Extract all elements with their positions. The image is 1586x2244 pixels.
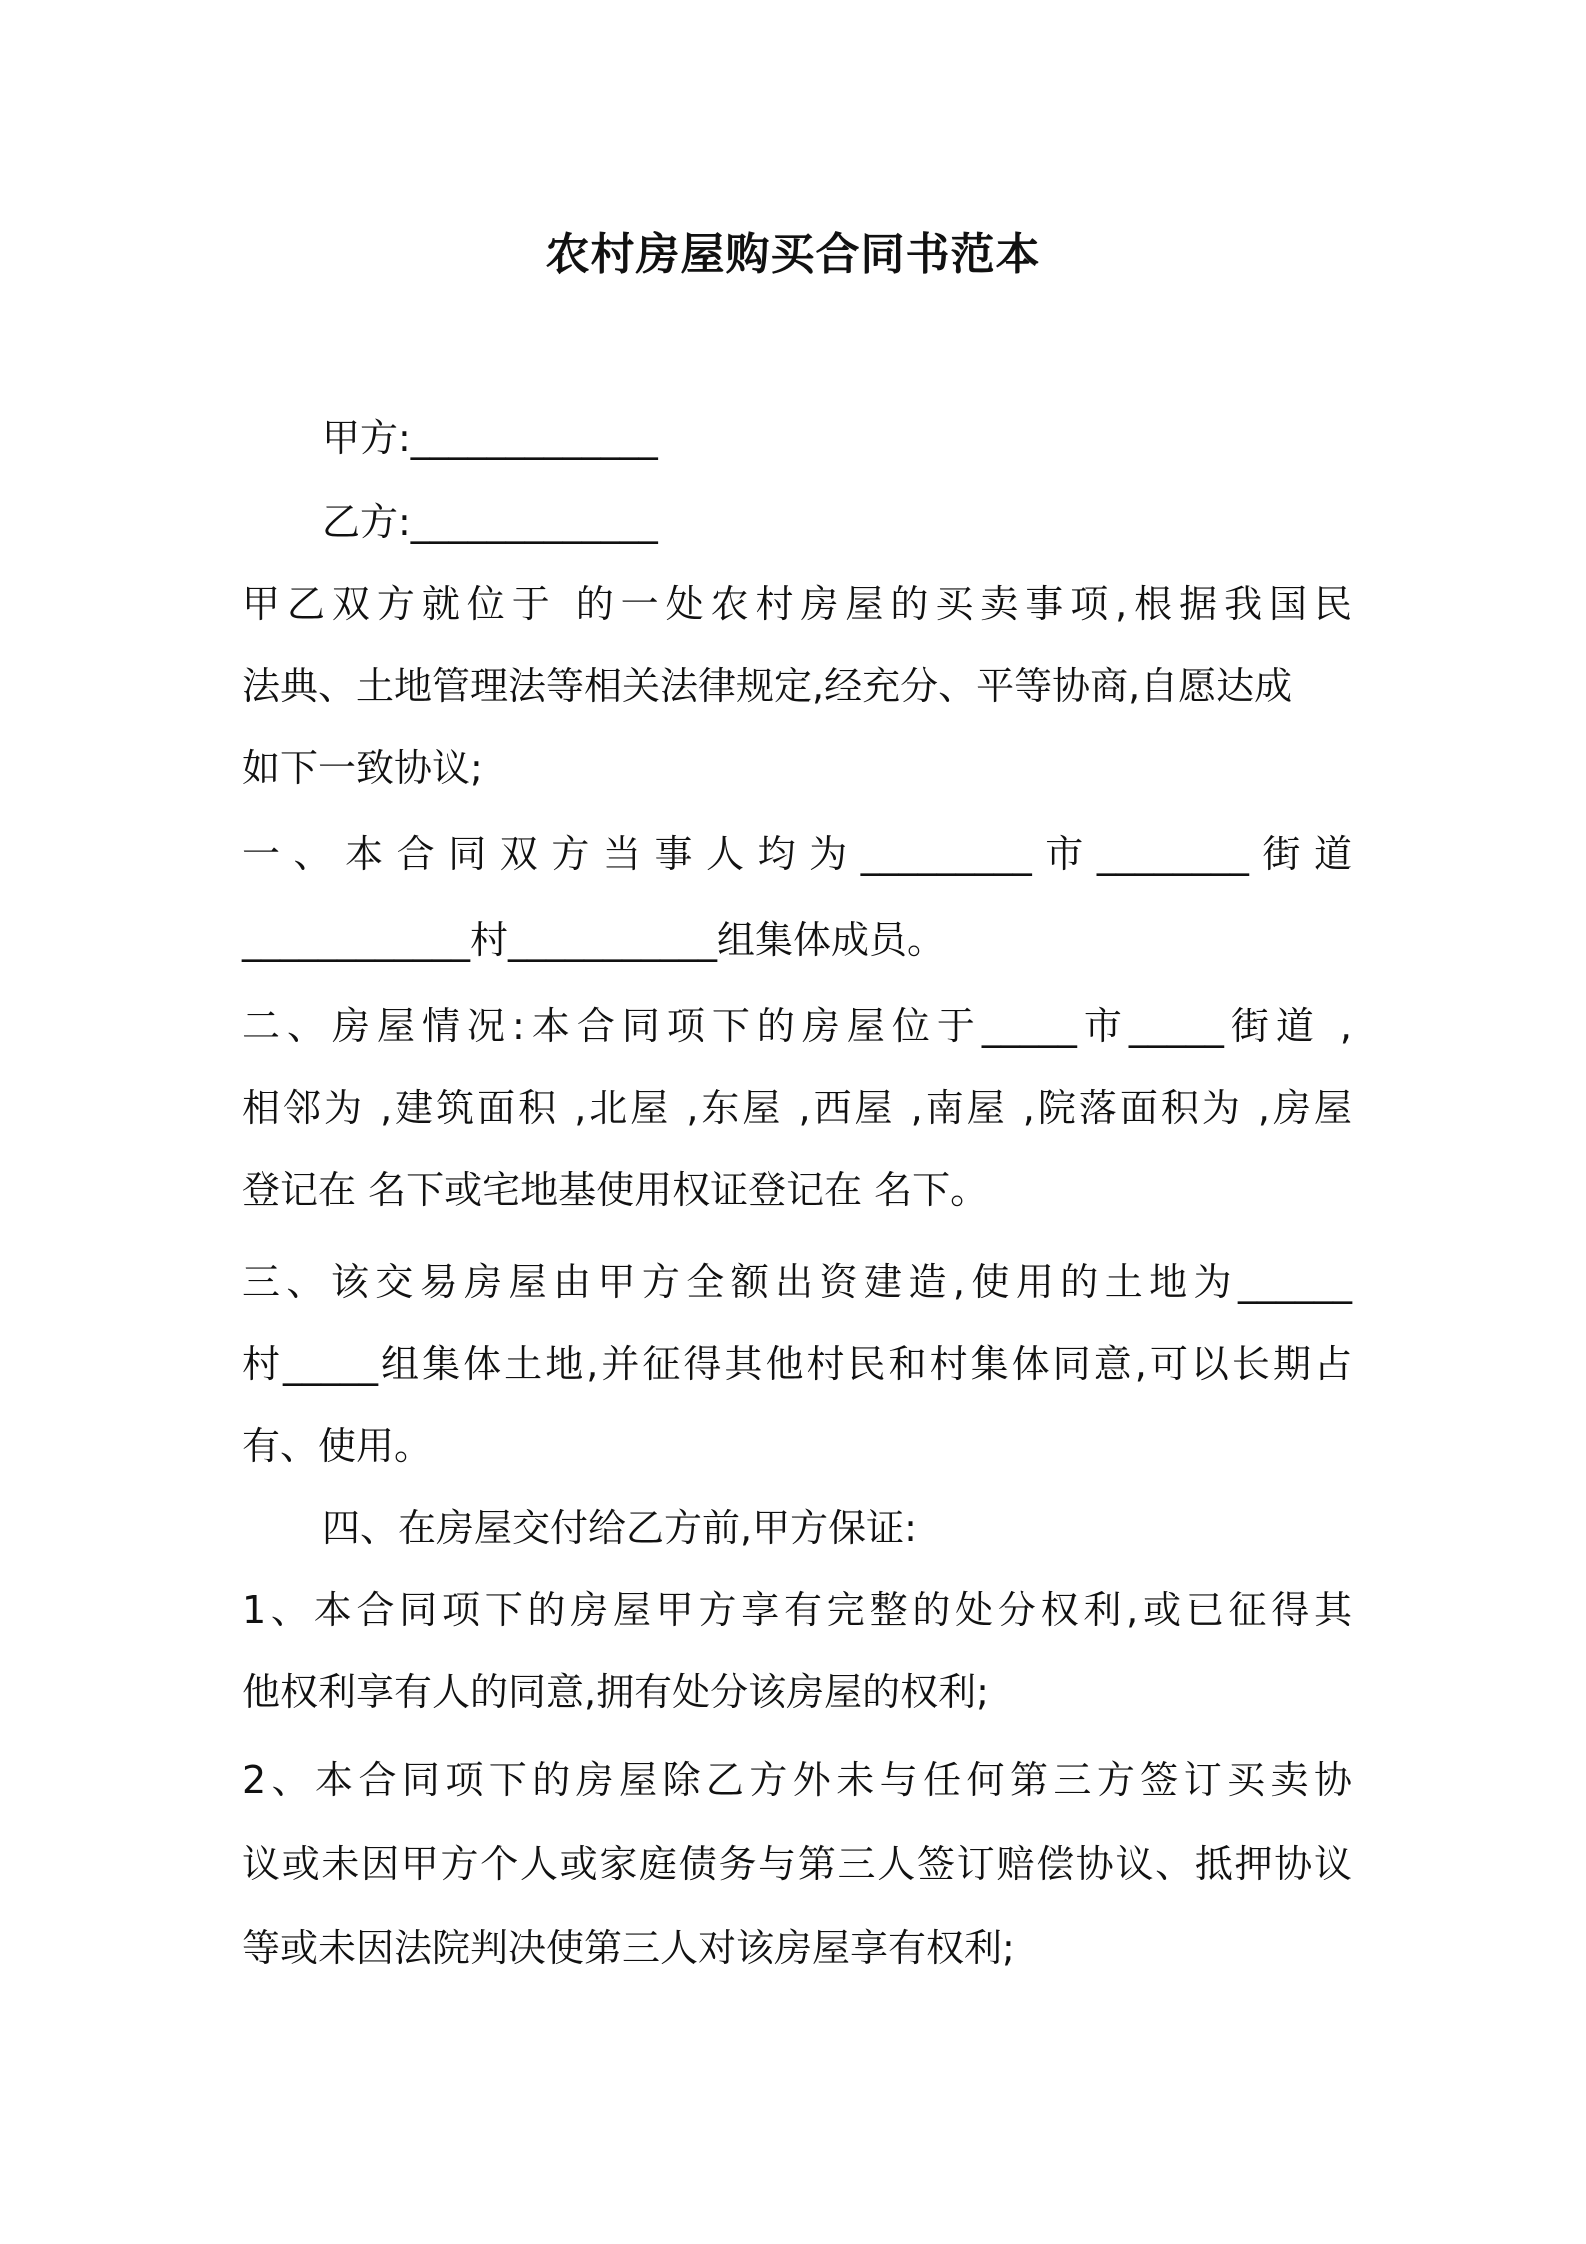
item-2-line-3: 等或未因法院判决使第三人对该房屋享有权利; (242, 1926, 1015, 1970)
clause-3-line-3: 有、使用。 (242, 1424, 433, 1468)
intro-paragraph-line-3: 如下一致协议; (242, 746, 483, 790)
clause-3-line-2: 村_____组集体土地,并征得其他村民和村集体同意,可以长期占 (242, 1342, 1352, 1386)
clause-1-line-1: 一、本合同双方当事人均为_________市________街道 (242, 832, 1352, 876)
document-title: 农村房屋购买合同书范本 (545, 229, 1041, 280)
item-1-line-2: 他权利享有人的同意,拥有处分该房屋的权利; (242, 1670, 989, 1714)
intro-paragraph-line-2: 法典、土地管理法等相关法律规定,经充分、平等协商,自愿达成 (242, 664, 1293, 708)
clause-2-line-1: 二、房屋情况:本合同项下的房屋位于_____市_____街道 , (242, 1004, 1352, 1048)
clause-4-line-1: 四、在房屋交付给乙方前,甲方保证: (322, 1506, 917, 1550)
party-a-line: 甲方:_____________ (322, 416, 658, 460)
item-1-line-1: 1、本合同项下的房屋甲方享有完整的处分权利,或已征得其 (242, 1588, 1352, 1632)
party-b-line: 乙方:_____________ (322, 500, 658, 544)
clause-1-line-2: ____________村___________组集体成员。 (242, 918, 946, 962)
clause-2-line-3: 登记在 名下或宅地基使用权证登记在 名下。 (242, 1168, 989, 1212)
item-2-line-1: 2、本合同项下的房屋除乙方外未与任何第三方签订买卖协 (242, 1758, 1352, 1802)
item-2-line-2: 议或未因甲方个人或家庭债务与第三人签订赔偿协议、抵押协议 (242, 1842, 1352, 1886)
intro-paragraph-line-1: 甲乙双方就位于 的一处农村房屋的买卖事项,根据我国民 (242, 582, 1352, 626)
clause-3-line-1: 三、该交易房屋由甲方全额出资建造,使用的土地为______ (242, 1260, 1352, 1304)
clause-2-line-2: 相邻为 ,建筑面积 ,北屋 ,东屋 ,西屋 ,南屋 ,院落面积为 ,房屋 (242, 1086, 1352, 1130)
